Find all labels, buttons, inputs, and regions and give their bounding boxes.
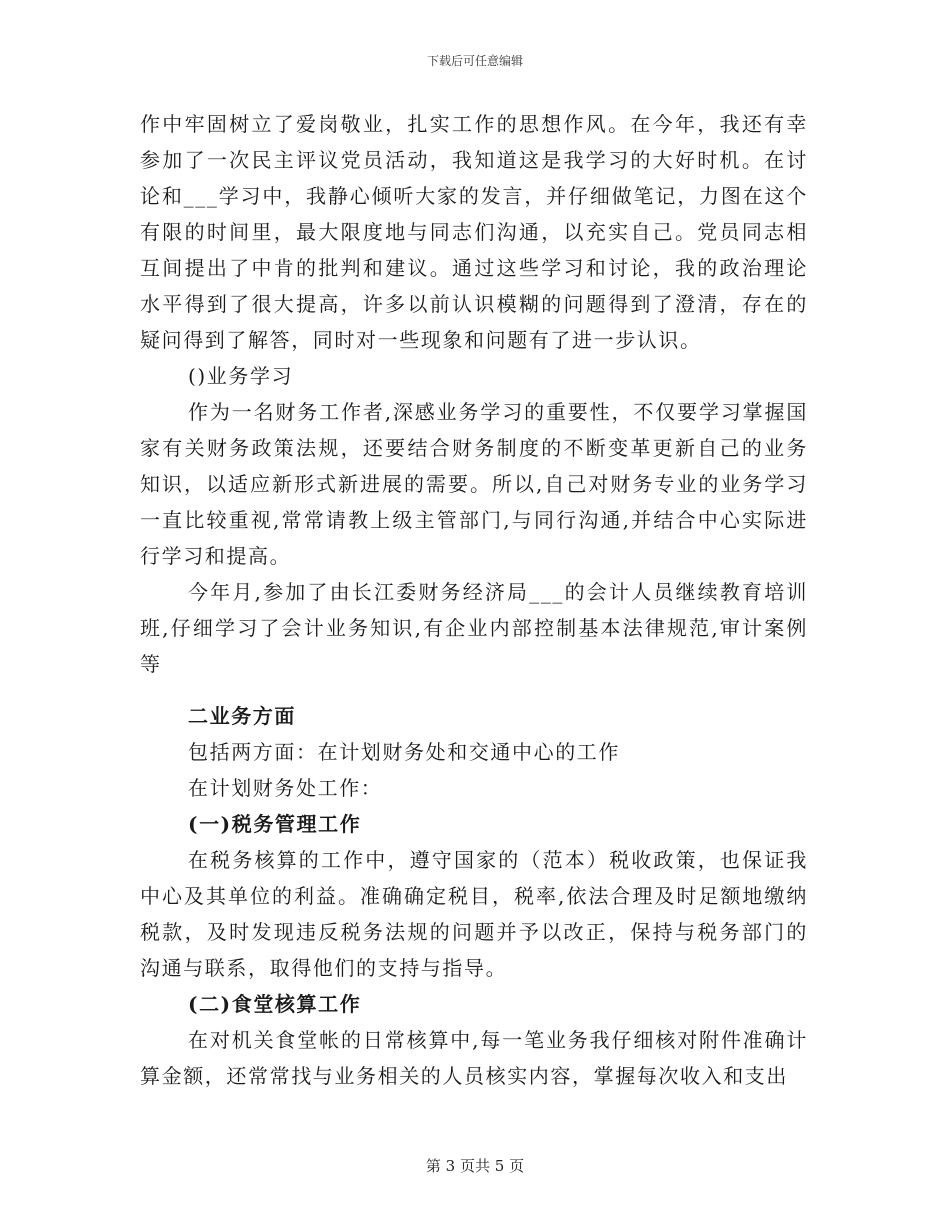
paragraph-business-study: 作为一名财务工作者,深感业务学习的重要性，不仅要学习掌握国家有关财务政策法规，还要结合财务制度的不断变革更新自己的业务知识，以适应新形式新进展的需要。所以,自己对财务专业的业务学习一直比较重视,常常请教上级主管部门,与同行沟通,并结合中心实际进行学习和提高。 xyxy=(140,400,808,568)
paragraph-canteen: 在对机关食堂帐的日常核算中,每一笔业务我仔细核对附件准确计算金额，还常常找与业务相关的人员核实内容，掌握每次收入和支出 xyxy=(140,1028,808,1088)
document-body xyxy=(140,106,808,1094)
paragraph-tax: 在税务核算的工作中，遵守国家的（范本）税收政策，也保证我中心及其单位的利益。准确确定税目，税率,依法合理及时足额地缴纳税款，及时发现违反税务法规的问题并予以改正，保持与税务部门的沟通与联系，取得他们的支持与指导。 xyxy=(140,848,808,980)
page-header: 下载后可任意编辑 xyxy=(426,54,523,68)
paragraph-training: 今年月,参加了由长江委财务经济局___的会计人员继续教育培训班,仔细学习了会计业务知识,有企业内部控制基本法律规范,审计案例等 xyxy=(140,580,808,676)
section-heading-business-study: ()业务学习 xyxy=(188,364,294,388)
section-heading-canteen: (二)食堂核算工作 xyxy=(188,992,362,1016)
paragraph-political-study: 作中牢固树立了爱岗敬业，扎实工作的思想作风。在今年，我还有幸参加了一次民主评议党员活动，我知道这是我学习的大好时机。在讨论和___学习中，我静心倾听大家的发言，并仔细做笔记，力图在这个有限的时间里，最大限度地与同志们沟通，以充实自己。党员同志相互间提出了中肯的批判和建议。通过这些学习和讨论，我的政治理论水平得到了很大提高，许多以前认识模糊的问题得到了澄清，存在的疑问得到了解答，同时对一些现象和问题有了进一步认识。 xyxy=(140,112,808,352)
paragraph-finance-dept: 在计划财务处工作： xyxy=(188,776,383,800)
page-footer: 第 3 页共 5 页 xyxy=(425,1157,525,1175)
section-heading-business: 二业务方面 xyxy=(188,704,296,728)
paragraph-two-aspects: 包括两方面：在计划财务处和交通中心的工作 xyxy=(188,740,620,764)
section-heading-tax: (一)税务管理工作 xyxy=(188,812,362,836)
